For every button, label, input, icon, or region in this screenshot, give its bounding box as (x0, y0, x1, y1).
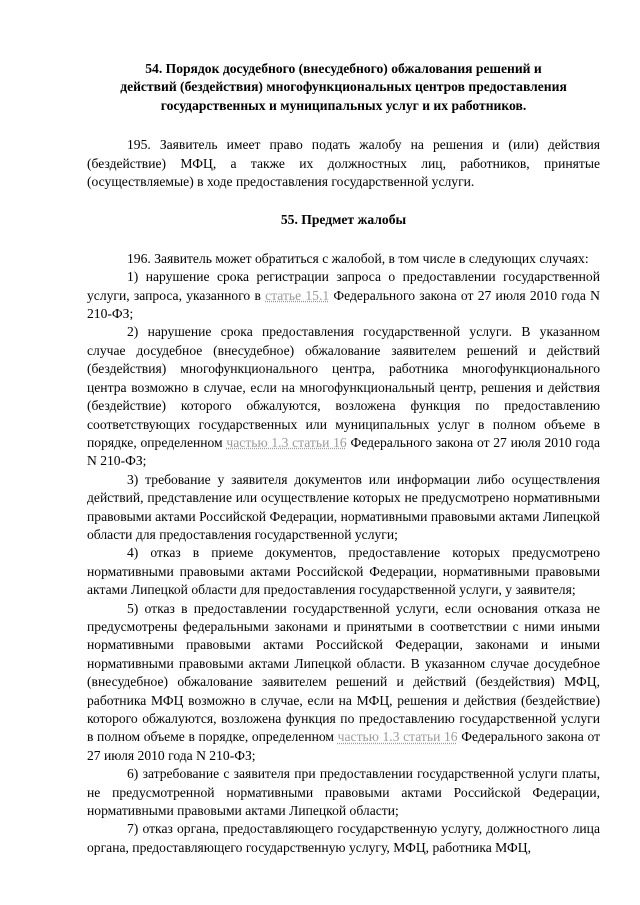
section-55-heading: 55. Предмет жалобы (280, 212, 407, 228)
list-item-1 (87, 268, 600, 323)
paragraph-196: 196. Заявитель может обратиться с жалобой, в том числе в следующих случаях: (127, 250, 589, 266)
law-article-link[interactable]: частью 1.3 статьи 16 (337, 729, 458, 745)
section-54-heading (87, 60, 600, 115)
law-article-link[interactable]: частью 1.3 статьи 16 (226, 434, 347, 450)
list-item-7: 7) отказ органа, предоставляющего государственную услугу, должностного лица органа, предоставляющего государственную услугу, МФЦ, работника МФЦ, (87, 821, 600, 855)
item-text: Федерального закона от 27 июля 2010 года N 210-ФЗ; (87, 287, 600, 322)
list-item-6: 6) затребование с заявителя при предоставлении государственной услуги платы, не предусмотренной нормативными правовыми актами Российской Федерации, нормативными правовыми актами Липецкой области; (87, 766, 600, 819)
section-54-title-line: действий (бездействия) многофункциональных центров предоставления (120, 79, 567, 95)
list-item-5 (87, 600, 600, 766)
list-item-4: 4) отказ в приеме документов, предоставление которых предусмотрено нормативными правовыми актами Российской Федерации, нормативными правовыми актами Липецкой области для предоставления государственной услуги, у заявителя; (87, 545, 600, 598)
list-item-3: 3) требование у заявителя документов или информации либо осуществления действий, представление или осуществление которых не предусмотрено нормативными правовыми актами Российской Федерации, нормативными правовыми актами Липецкой области для предоставления государственной услуги; (87, 471, 600, 542)
item-text: 5) отказ в предоставлении государственной услуги, если основания отказа не предусмотрены федеральными законами и принятыми в соответствии с ними иными нормативными правовыми актами Российской Федерации, законами и иными нормативными правовыми актами Липецкой области. В указанном случае досудебное (внесудебное) обжалование заявителем решений и действий (бездействия) МФЦ, работника МФЦ возможно в случае, если на МФЦ, решения и действия (бездействие) которого обжалуются, возложена функция по предоставлению государственной услуги в полном объеме в порядке, определенном (87, 600, 600, 745)
section-54-title-line: государственных и муниципальных услуг и их работников. (160, 97, 527, 113)
item-text: Федерального закона от 27 июля 2010 года N 210-ФЗ; (87, 729, 601, 763)
item-text: Федерального закона от 27 июля 2010 года N 210-ФЗ; (87, 434, 601, 469)
paragraph-195: 195. Заявитель имеет право подать жалобу на решения и (или) действия (бездействие) МФЦ, а также их должностных лиц, работников, принятые (осуществляемые) в ходе предоставления государственной услуги. (87, 137, 600, 190)
section-54-title-line: 54. Порядок досудебного (внесудебного) обжалования решений и (145, 61, 542, 76)
list-item-2 (87, 323, 600, 470)
item-text: 1) нарушение срока регистрации запроса о предоставлении государственной услуги, запроса, указанного в (87, 269, 600, 303)
item-text: 2) нарушение срока предоставления государственной услуги. В указанном случае досудебное (внесудебное) обжалование заявителем решений и действий (бездействия) многофункционального центра, работника многофункционального центра возможно в случае, если на многофункциональный центр, решения и действия (бездействие) которого обжалуются, возложена функция по предоставлению соответствующих государственных или муниципальных услуг в полном объеме в порядке, определенном (87, 324, 600, 450)
law-article-link[interactable]: статье 15.1 (265, 287, 330, 303)
